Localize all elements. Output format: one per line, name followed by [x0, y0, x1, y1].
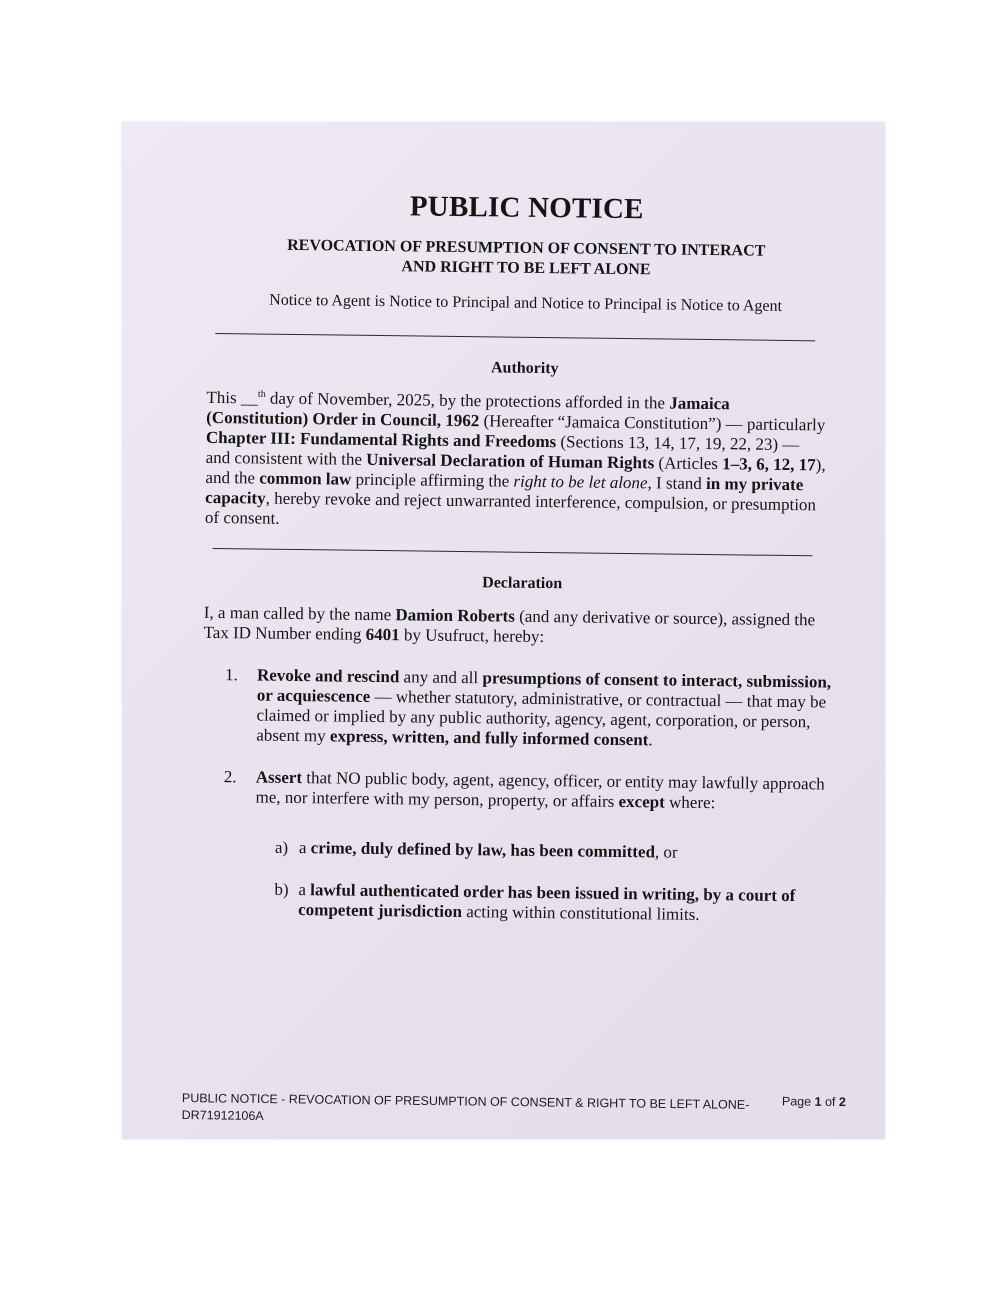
agency-maxim: Notice to Agent is Notice to Principal and Notice to Principal is Notice to Agent: [269, 291, 783, 315]
item-number: 2.: [223, 767, 237, 787]
subtitle-line-2: AND RIGHT TO BE LEFT ALONE: [401, 258, 651, 279]
divider-2: [213, 548, 813, 556]
declaration-item-2: 2. Assert that NO public body, agent, agency, officer, or entity may lawfully approach me, nor interfere with my person, property, or affairs except where: a) a crime, duly defined by law, has been committed, or b) a lawful authenticated order has been issued in writing, by a court of competent jurisdiction acting within constitutional limits.: [222, 767, 848, 927]
page-number: Page 1 of 2: [781, 1094, 846, 1110]
document-page: [122, 122, 885, 1139]
declaration-list: [208, 665, 831, 927]
sub-item-letter: a): [274, 837, 289, 857]
footer-line-2: DR71912106A: [181, 1107, 264, 1123]
declaration-heading: Declaration: [482, 574, 563, 593]
footer-document-id: [182, 1090, 782, 1131]
notice-subtitle: [216, 235, 836, 283]
page-footer: [181, 1090, 862, 1123]
exception-list: [274, 838, 847, 927]
exception-item-a: a) a crime, duly defined by law, has been committed, or: [274, 837, 678, 862]
declaration-item-1: 1. Revoke and rescind any and all presumptions of consent to interact, submission, or acquiescence — whether statutory, administrative, or contractual — that may be claimed or implied by any public authority, agency, agent, corporation, or person, absent my express, written, and fully informed consent.: [224, 665, 832, 750]
authority-heading: Authority: [490, 359, 559, 378]
divider-1: [215, 333, 815, 341]
exception-item-b: b) a lawful authenticated order has been issued in writing, by a court of competent jurisdiction acting within constitutional limits.: [274, 879, 796, 924]
authority-paragraph: This __$^{th}$ day of November, 2025, by the protections afforded in the Jamaica (Constitution) Order in Council, 1962 (Hereafter “Jamaica Constitution”) — particularly Chapter III: Fundamental Rights and Freedoms (Sections 13, 14, 17, 19, 22, 23) — and consistent with the Universal Declaration of Human Rights (Articles 1–3, 6, 12, 17), and the common law principle affirming the right to be let alone, I stand in my private capacity, hereby revoke and reject unwarranted interference, compulsion, or presumption of consent.: [204, 387, 826, 528]
item-number: 1.: [224, 665, 238, 685]
notice-title: PUBLIC NOTICE: [409, 190, 644, 226]
sub-item-letter: b): [274, 879, 289, 899]
footer-line-1: PUBLIC NOTICE - REVOCATION OF PRESUMPTION OF CONSENT & RIGHT TO BE LEFT ALONE-: [181, 1091, 750, 1112]
notice-body: [203, 188, 837, 949]
declaration-intro: I, a man called by the name Damion Roberts (and any derivative or source), assigned the Tax ID Number ending 6401 by Usufruct, hereby:: [203, 602, 816, 647]
subtitle-line-1: REVOCATION OF PRESUMPTION OF CONSENT TO INTERACT: [287, 236, 766, 260]
